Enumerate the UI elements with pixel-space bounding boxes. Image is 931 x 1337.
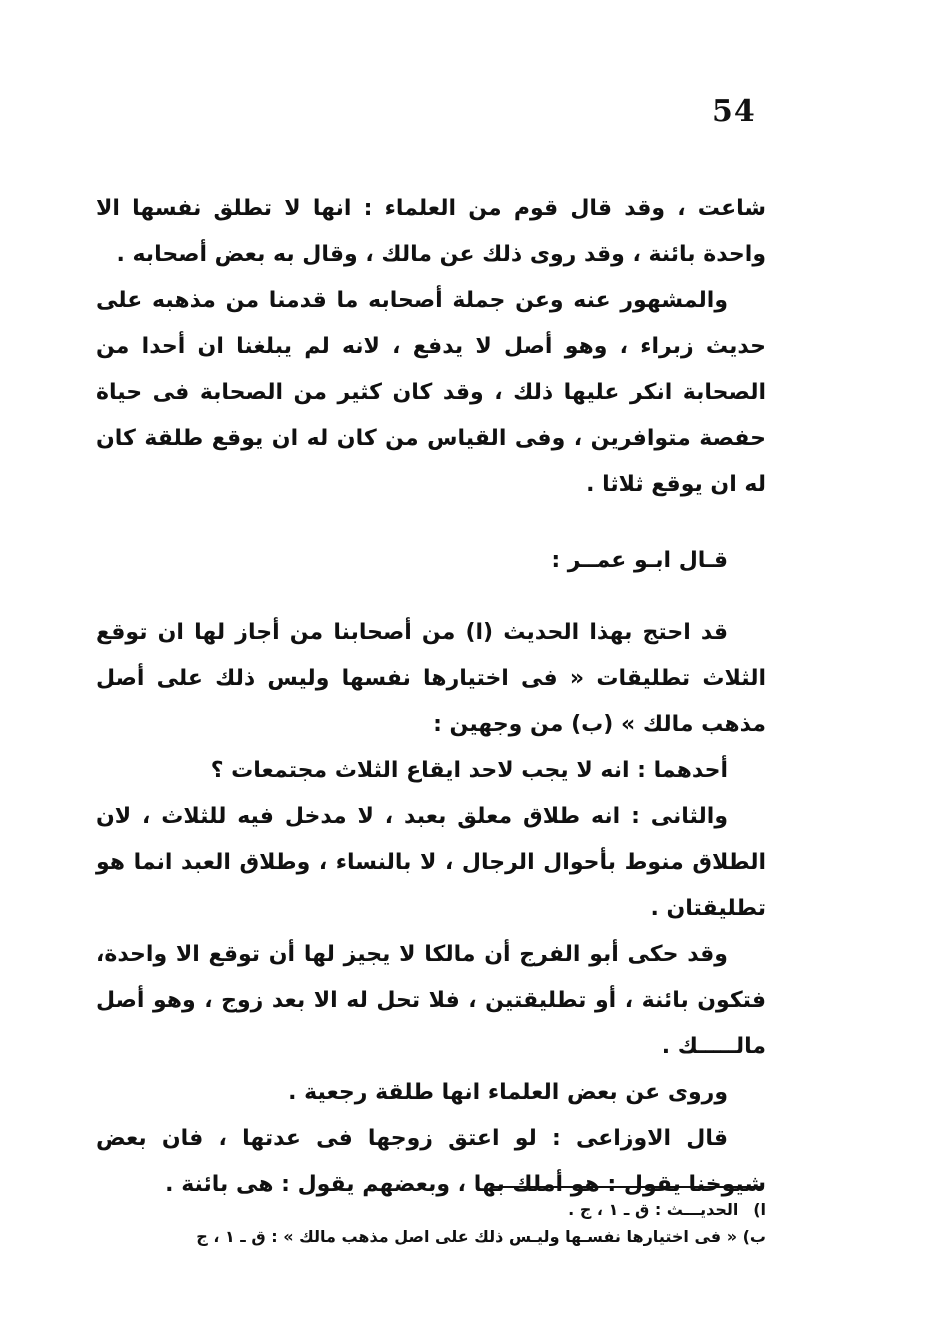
page-number: 54 (712, 94, 756, 129)
footnote-marker: ا) (753, 1200, 766, 1219)
footnote-text: الحديـــث : ق ـ ١ ، ج . (568, 1200, 739, 1219)
paragraph-4: أحدهما : انه لا يجب لاحد ايقاع الثلاث مجتمعات ؟ (210, 758, 728, 783)
paragraph-5: والثانى : انه طلاق معلق بعبد ، لا مدخل فيه للثلاث ، لان الطلاق منوط بأحوال الرجال ، لا بالنساء ، وطلاق العبد انما هو تطليقتان . (96, 804, 766, 921)
spacer (96, 590, 766, 610)
footnotes (86, 1196, 766, 1250)
paragraph-2: والمشهور عنه وعن جملة أصحابه ما قدمنا من مذهبه على حديث زبراء ، وهو أصل لا يدفع ، لانه لم يبلغنا ان أحدا من الصحابة انكر عليها ذلك ، وقد كان كثير من الصحابة فى حياة حفصة متوافرين ، وفى القياس من كان له ان يوقع طلقة كان له ان يوقع ثلاثا . (96, 288, 766, 497)
footnote-divider (492, 1186, 764, 1188)
section-heading: قـال ابـو عمــر : (551, 548, 728, 573)
paragraph-7: وروى عن بعض العلماء انها طلقة رجعية . (288, 1080, 728, 1105)
spacer (96, 508, 766, 528)
footnote-marker: ب) (742, 1227, 766, 1246)
paragraph-3: قد احتج بهذا الحديث (ا) من أصحابنا من أجاز لها ان توقع الثلاث تطليقات « فى اختيارها نفسها وليس ذلك على أصل مذهب مالك » (ب) من وجهين : (96, 620, 766, 737)
main-text (96, 186, 766, 1208)
paragraph-8: قال الاوزاعى : لو اعتق زوجها فى عدتها ، فان بعض شيوخنا يقول : هو أملك بها ، وبعضهم يقول : هى بائنة . (96, 1126, 766, 1197)
paragraph-1: شاعت ، وقد قال قوم من العلماء : انها لا تطلق نفسها الا واحدة بائنة ، وقد روى ذلك عن مالك ، وقال به بعض أصحابه . (96, 196, 766, 267)
footnote-b (86, 1223, 766, 1250)
footnote-text: « فى اختيارها نفسـها وليـس ذلك على اصل مذهب مالك » : ق ـ ١ ، ج (196, 1227, 738, 1246)
paragraph-6: وقد حكى أبو الفرج أن مالكا لا يجيز لها أن توقع الا واحدة، فتكون بائنة ، أو تطليقتين ، فلا تحل له الا بعد زوج ، وهو أصل مالـــــك . (96, 942, 766, 1059)
footnote-a (86, 1196, 766, 1223)
